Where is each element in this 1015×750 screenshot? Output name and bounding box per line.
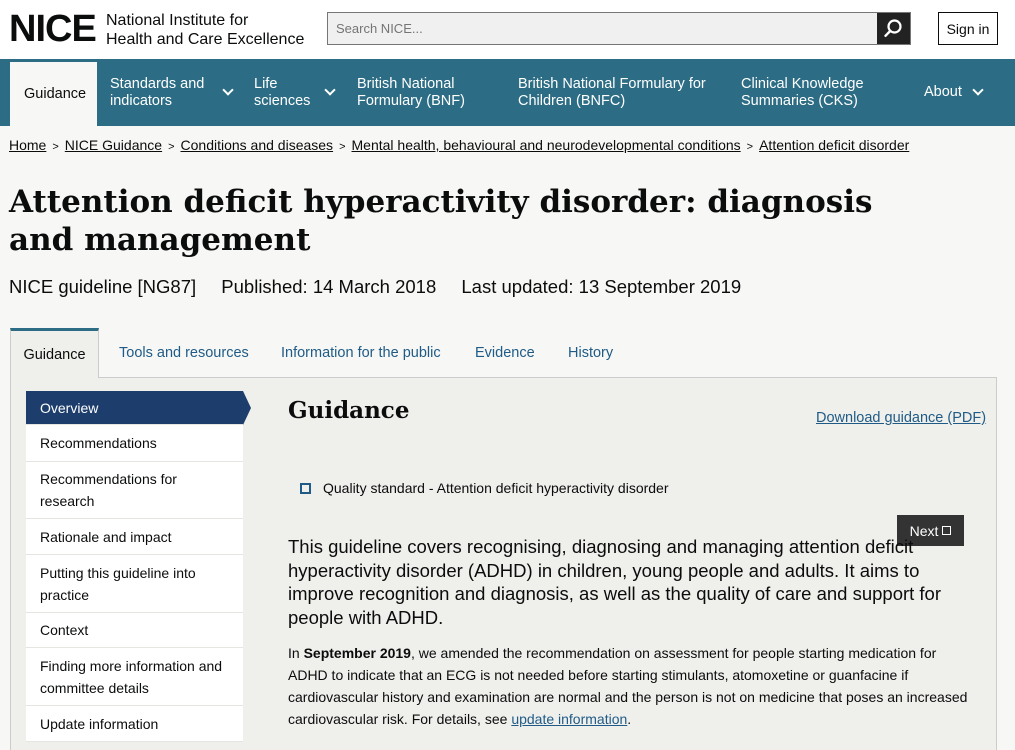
nav-about[interactable] [924,59,1004,126]
nav-bnfc[interactable] [518,59,718,126]
sidebar-item-context[interactable]: Context [26,613,243,648]
org-name-line1: National Institute for [106,12,249,29]
breadcrumb-mental-health[interactable]: Mental health, behavioural and neurodevelopmental conditions [351,137,741,153]
section-heading: Guidance [288,397,410,424]
para-body: , we amended the recommendation on assessment for people starting medication for ADHD to indicate that an ECG is not needed before starting stimulants, atomoxetine or guanfacine if cardiovascular history and examination are normal and the person is not on medicine that poses an increased cardiovascular risk. For details, see [288,645,968,727]
breadcrumb-nice-guidance[interactable]: NICE Guidance [64,137,163,153]
breadcrumb-separator: > [339,141,346,153]
sidebar-item-putting-into-practice[interactable]: Putting this guideline into practice [26,555,243,613]
main-nav [0,59,1015,126]
tab-tools-and-resources[interactable]: Tools and resources [119,344,249,361]
nav-label: Life sciences [254,75,311,109]
tab-guidance[interactable]: Guidance [10,328,99,378]
tab-history[interactable]: History [568,344,614,361]
tab-information-for-public[interactable]: Information for the public [281,344,441,361]
update-paragraph [288,642,968,730]
published-date: Published: 14 March 2018 [221,276,437,297]
org-name-line2: Health and Care Excellence [106,31,305,48]
nav-bnf[interactable] [357,59,497,126]
quality-standard-link[interactable] [300,480,669,496]
para-end: . [627,711,632,727]
nav-label: Guidance [24,85,87,102]
breadcrumb [9,137,909,153]
search-input[interactable] [328,13,878,44]
guidance-sidebar [26,391,243,742]
nice-logo[interactable]: NICE [9,8,96,50]
para-date: September 2019 [303,645,411,661]
sidebar-item-finding-more-information[interactable]: Finding more information and committee details [26,648,243,706]
search-box [327,12,911,45]
next-icon [942,526,951,535]
nav-cks[interactable] [741,59,901,126]
breadcrumb-separator: > [52,141,59,153]
guideline-id: NICE guideline [NG87] [9,276,197,297]
search-button[interactable] [877,13,910,44]
sidebar-item-recommendations-for-research[interactable]: Recommendations for research [26,462,243,519]
para-prefix: In [288,645,304,661]
sidebar-item-recommendations[interactable]: Recommendations [26,425,243,462]
org-name [106,11,304,49]
site-header [0,0,1015,59]
external-link-icon [300,483,311,494]
nav-label: Clinical Knowledge Summaries (CKS) [741,75,864,109]
breadcrumb-separator: > [746,141,754,153]
sign-in-button[interactable]: Sign in [938,12,998,45]
sidebar-item-update-information[interactable]: Update information [26,706,243,742]
search-icon [877,13,910,44]
breadcrumb-attention-deficit[interactable]: Attention deficit disorder [759,137,910,153]
sidebar-item-overview[interactable]: Overview [26,391,243,425]
breadcrumb-home[interactable]: Home [9,137,47,153]
updated-date: Last updated: 13 September 2019 [461,276,742,297]
tab-evidence[interactable]: Evidence [475,344,535,361]
download-pdf-link[interactable]: Download guidance (PDF) [816,410,987,426]
next-label: Next [909,522,939,539]
nav-label: Standards and indicators [110,75,205,109]
nav-standards-and-indicators[interactable] [110,59,235,126]
breadcrumb-conditions[interactable]: Conditions and diseases [180,137,334,153]
chevron-down-icon [324,84,335,95]
chevron-down-icon [972,84,983,95]
nav-label: British National Formulary for Children (BNFC) [518,75,706,109]
nav-life-sciences[interactable] [254,59,336,126]
guideline-meta [9,276,761,298]
nav-label: British National Formulary (BNF) [357,75,465,109]
breadcrumb-separator: > [168,141,175,153]
chevron-down-icon [222,84,233,95]
quality-standard-label: Quality standard - Attention deficit hyperactivity disorder [323,480,669,496]
update-information-link[interactable]: update information [511,711,628,727]
nav-label: About [924,84,962,100]
sidebar-item-rationale-and-impact[interactable]: Rationale and impact [26,519,243,555]
nav-guidance[interactable] [10,62,97,126]
page-title: Attention deficit hyperactivity disorder: diagnosis and management [9,184,873,258]
lead-paragraph: This guideline covers recognising, diagnosing and managing attention deficit hyperactivity disorder (ADHD) in children, young people and adults. It aims to improve recognition and diagnosis, as well as the quality of care and support for people with ADHD. [288,536,942,628]
